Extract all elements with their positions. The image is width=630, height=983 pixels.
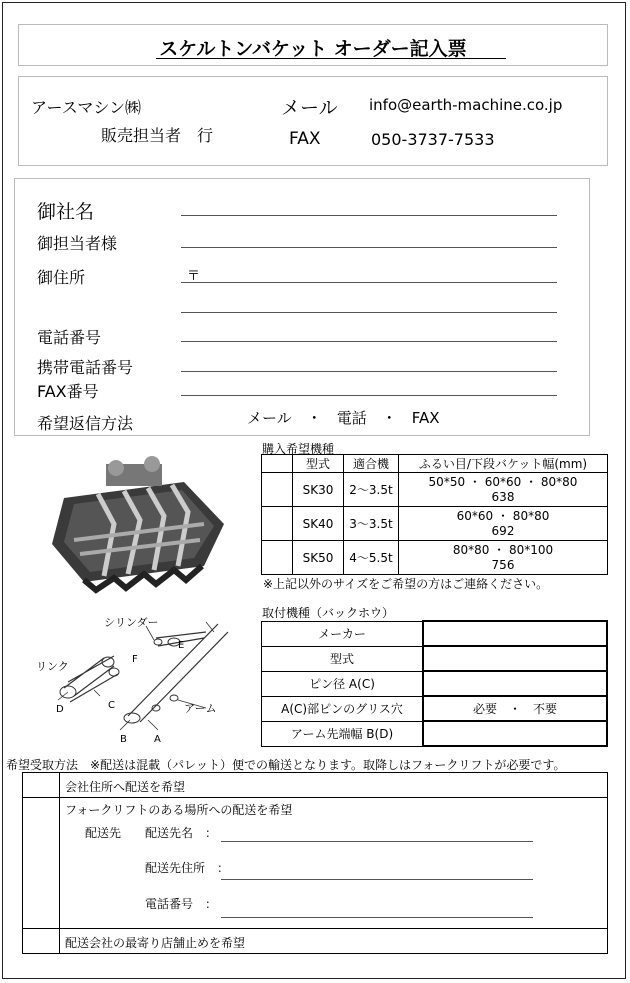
title-box (18, 24, 608, 66)
table-row (262, 541, 608, 575)
pin-label-e: E (178, 640, 185, 651)
mount-title: 取付機種（バックホウ） (262, 606, 395, 620)
delivery-heading-text: 希望受取方法 (6, 758, 79, 772)
address-field-1[interactable] (181, 282, 557, 283)
purchase-table (261, 454, 608, 575)
bucket-width: 692 (491, 523, 515, 538)
cell-machine: 4～5.5t (344, 541, 399, 575)
phone-label: 電話番号 (37, 328, 102, 347)
reply-options[interactable]: メール ・ 電話 ・ FAX (247, 409, 440, 427)
reply-label: 希望返信方法 (37, 414, 134, 433)
dest-address-field[interactable] (221, 879, 533, 880)
pin-label-a: A (154, 734, 161, 744)
dest-name-field[interactable] (221, 841, 533, 842)
attachment-diagram (28, 612, 244, 744)
recipient-box (18, 76, 608, 166)
bucket-width: 638 (491, 489, 515, 504)
customer-box (14, 178, 590, 436)
purchase-note: ※上記以外のサイズをご希望の方はご連絡ください。 (263, 577, 549, 591)
delivery-checkbox-forklift[interactable] (27, 801, 55, 925)
mail-value[interactable]: info@earth-machine.co.jp (369, 96, 563, 114)
person-label: 御担当者様 (37, 234, 118, 253)
select-checkbox-sk30[interactable] (262, 473, 293, 507)
cell-mesh (399, 507, 608, 541)
table-row (262, 621, 608, 646)
fax-number-field[interactable] (181, 395, 557, 396)
dest-name-label: 配送先名 ： (145, 826, 218, 840)
pin-label-b: B (120, 734, 127, 744)
mount-table (261, 620, 608, 747)
select-checkbox-sk40[interactable] (262, 507, 293, 541)
mesh-options: 60*60 ・ 80*80 (456, 508, 550, 523)
table-row (262, 721, 608, 746)
delivery-option-company: 会社住所へ配送を希望 (65, 780, 186, 794)
purchase-title: 購入希望機種 (262, 442, 335, 456)
pin-label-d: D (56, 704, 64, 715)
cylinder-label: シリンダー (104, 616, 159, 629)
postal-mark: 〒 (187, 269, 201, 284)
mail-label: メール (281, 97, 338, 119)
cell-machine: 3～3.5t (344, 507, 399, 541)
dest-address-label: 配送先住所 ： (145, 861, 230, 875)
cell-mesh (399, 541, 608, 575)
check-header (262, 455, 293, 473)
mount-pin-label: ピン径 A(C) (262, 671, 424, 696)
dest-phone-field[interactable] (221, 917, 533, 918)
mobile-field[interactable] (181, 371, 557, 372)
title-underline (156, 58, 506, 59)
mount-maker-label: メーカー (262, 621, 424, 646)
mount-arm-field[interactable] (423, 721, 607, 746)
phone-field[interactable] (181, 341, 557, 342)
delivery-option-depot: 配送会社の最寄り店舗止めを希望 (65, 936, 246, 950)
person-field[interactable] (181, 247, 557, 248)
mount-grease-label: A(C)部ピンのグリス穴 (262, 696, 424, 721)
mount-grease-options[interactable]: 必要 ・ 不要 (423, 696, 607, 721)
dest-label: 配送先 (85, 826, 122, 840)
pin-label-c: C (108, 700, 115, 711)
mobile-label: 携帯電話番号 (37, 358, 134, 377)
recipient-company: アースマシン㈱ (31, 98, 142, 117)
th-model: 型式 (293, 455, 344, 473)
dest-phone-label: 電話番号 ： (145, 897, 218, 911)
link-label: リンク (36, 660, 69, 673)
delivery-checkbox-depot[interactable] (27, 931, 55, 951)
delivery-option-forklift: フォークリフトのある場所への配送を希望 (65, 803, 293, 817)
company-field[interactable] (181, 215, 557, 216)
mount-arm-label: アーム先端幅 B(D) (262, 721, 424, 746)
mount-maker-field[interactable] (423, 621, 607, 646)
address-label: 御住所 (37, 268, 86, 287)
table-row (262, 507, 608, 541)
fax-number-label: FAX番号 (37, 382, 99, 401)
select-checkbox-sk50[interactable] (262, 541, 293, 575)
page-title: スケルトンバケット オーダー記入票 (159, 38, 467, 60)
delivery-note: ※配送は混載（パレット）便での輸送となります。取降しはフォークリフトが必要です。 (90, 758, 566, 772)
pin-label-f: F (132, 654, 138, 665)
cell-mesh (399, 473, 608, 507)
mesh-options: 50*50 ・ 60*60 ・ 80*80 (428, 474, 578, 489)
bucket-illustration (44, 454, 234, 594)
cell-machine: 2～3.5t (344, 473, 399, 507)
delivery-checkbox-company[interactable] (27, 775, 55, 795)
delivery-box (22, 772, 608, 954)
mount-model-field[interactable] (423, 646, 607, 671)
cell-model: SK40 (293, 507, 344, 541)
company-label: 御社名 (37, 201, 95, 223)
mount-model-label: 型式 (262, 646, 424, 671)
table-row (262, 646, 608, 671)
delivery-row-line-1 (23, 797, 607, 798)
delivery-heading (6, 756, 565, 773)
th-machine: 適合機 (344, 455, 399, 473)
mesh-options: 80*80 ・ 80*100 (452, 542, 554, 557)
recipient-dept: 販売担当者 行 (101, 126, 214, 145)
fax-value: 050-3737-7533 (371, 130, 495, 149)
mount-pin-field[interactable] (423, 671, 607, 696)
delivery-row-line-2 (23, 928, 607, 929)
bucket-width: 756 (491, 557, 515, 572)
cell-model: SK50 (293, 541, 344, 575)
cell-model: SK30 (293, 473, 344, 507)
arm-label: アーム (184, 702, 217, 715)
th-mesh: ふるい目/下段バケット幅(mm) (399, 455, 608, 473)
table-row (262, 671, 608, 696)
table-row (262, 696, 608, 721)
delivery-divider (59, 773, 60, 953)
table-row (262, 473, 608, 507)
address-field-2[interactable] (181, 312, 557, 313)
fax-label: FAX (289, 129, 321, 149)
